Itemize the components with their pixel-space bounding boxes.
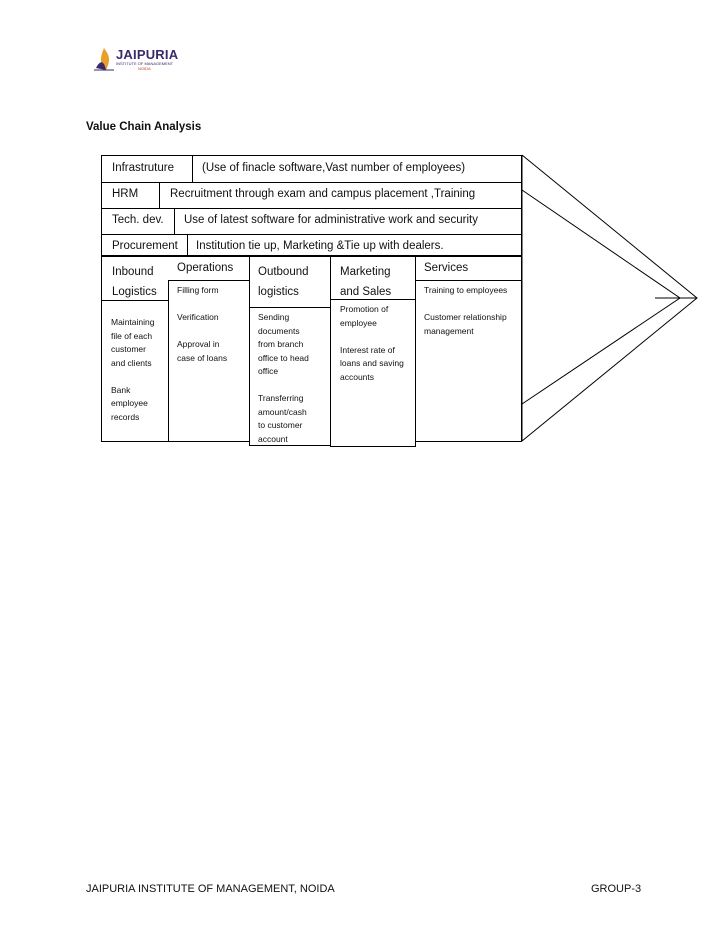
primary-body-operations: Filling form Verification Approval in case of loans	[177, 285, 228, 363]
logo-subtitle: INSTITUTE OF MANAGEMENT	[116, 61, 174, 66]
footer-right: GROUP-3	[591, 883, 642, 895]
primary-body-marketing: Promotion of employee Interest rate of loans and saving accounts	[340, 304, 404, 382]
support-label: Procurement	[112, 240, 178, 252]
primary-title-marketing: Marketing and Sales	[340, 266, 392, 298]
primary-title-operations: Operations	[177, 262, 234, 274]
page-title: Value Chain Analysis	[86, 121, 202, 133]
primary-title-services: Services	[424, 262, 469, 274]
divider	[192, 156, 193, 182]
support-label: Tech. dev.	[112, 214, 164, 226]
support-row-hrm	[101, 182, 522, 209]
support-desc: Institution tie up, Marketing &Tie up with dealers.	[196, 240, 444, 252]
primary-body-services: Training to employees Customer relationship management	[424, 285, 508, 336]
support-desc: (Use of finacle software,Vast number of employees)	[202, 162, 466, 174]
support-row-infrastructure	[101, 155, 522, 183]
primary-title-inbound: Inbound Logistics	[112, 266, 157, 298]
support-label: HRM	[112, 188, 139, 200]
support-desc: Recruitment through exam and campus placement ,Training	[170, 188, 476, 200]
support-row-tech-dev	[101, 208, 522, 235]
divider	[159, 183, 160, 208]
logo-location: NOIDA	[138, 66, 151, 71]
support-row-procurement	[101, 234, 522, 256]
divider	[249, 256, 250, 280]
logo-text: JAIPURIA	[116, 47, 179, 62]
divider	[174, 209, 175, 234]
support-label: Infrastruture	[112, 162, 174, 174]
footer-left: JAIPURIA INSTITUTE OF MANAGEMENT, NOIDA	[86, 883, 335, 895]
support-desc: Use of latest software for administrative work and security	[184, 214, 479, 226]
divider	[187, 235, 188, 256]
primary-title-outbound: Outbound logistics	[258, 266, 309, 298]
primary-body-outbound: Sending documents from branch office to head office Transferring amount/cash to customer account	[258, 312, 309, 444]
primary-body-inbound: Maintaining file of each customer and clients Bank employee records	[111, 317, 155, 422]
